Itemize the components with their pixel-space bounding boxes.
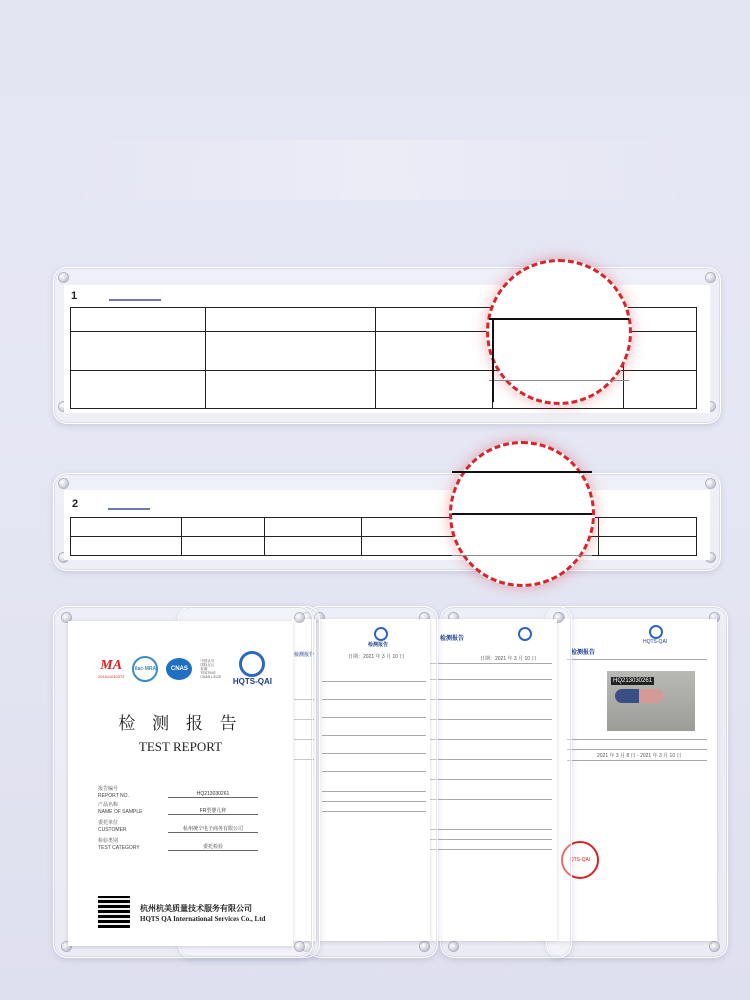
screw-icon	[706, 479, 715, 488]
background-band	[60, 140, 700, 200]
ilac-mra-logo: ilac-MRA	[132, 656, 158, 682]
cnas-text: 中国认可 国际互认 检测 TESTING CNAS L3125	[200, 658, 221, 679]
test-date: 2021 年 3 月 8 日 - 2021 年 3 月 10 日	[597, 753, 682, 759]
field-label: CUSTOMER	[98, 827, 127, 833]
company-stamp: QTS-QAI	[561, 841, 599, 879]
report-header: 检测报告	[440, 636, 465, 642]
field-label: 检验类别	[98, 838, 119, 844]
screw-icon	[295, 942, 304, 951]
screw-icon	[295, 613, 304, 622]
report-page-4	[420, 619, 557, 941]
field-label: 产品名称	[98, 802, 119, 808]
report-header: 检测报告	[368, 642, 389, 648]
report-date: 日期：2021 年 3 月 10 日	[348, 654, 405, 660]
sample-photo	[607, 671, 695, 731]
section-heading-rule	[109, 299, 161, 301]
field-label: REPORT NO.	[98, 793, 129, 799]
report-title-en: TEST REPORT	[138, 739, 223, 754]
section-number: 1	[71, 290, 78, 302]
cma-logo: MA 201611010373	[98, 658, 125, 679]
hqts-logo-icon	[239, 651, 265, 677]
cnas-logo: CNAS	[166, 658, 192, 680]
screw-icon	[420, 942, 429, 951]
hqts-logo-icon	[649, 625, 663, 639]
screw-icon	[710, 942, 719, 951]
hqts-logo-icon	[374, 627, 388, 641]
field-label: 报告编号	[98, 786, 119, 792]
certification-logos	[98, 651, 272, 686]
photo-label: HQ213030261	[613, 678, 653, 684]
company-name-cn: 杭州杭美质量技术服务有限公司	[140, 904, 252, 913]
magnifier-circle	[449, 441, 595, 587]
acrylic-panel-2	[53, 473, 721, 571]
hqts-logo-icon	[518, 627, 532, 641]
screw-icon	[59, 479, 68, 488]
company-name-en: HQTS QA International Services Co., Ltd	[140, 915, 266, 923]
report-page-3	[318, 619, 430, 941]
data-table-2	[70, 517, 697, 556]
field-label: TEST CATEGORY	[98, 845, 140, 851]
report-number-value: HQ213030261	[168, 791, 258, 798]
report-title-cn: 检 测 报 告	[118, 714, 243, 733]
screw-icon	[706, 273, 715, 282]
field-label: NAME OF SAMPLE	[98, 809, 143, 815]
field-label: 委托单位	[98, 820, 119, 826]
screw-icon	[59, 273, 68, 282]
hqts-logo: HQTS-QAI	[233, 651, 272, 686]
report-date: 日期：2021 年 3 月 10 日	[480, 656, 537, 662]
table-sheet-2	[64, 490, 710, 560]
magnifier-circle	[486, 259, 632, 405]
hqts-logo-text: HQTS-QAI	[643, 639, 668, 645]
report-header: 检测报告	[294, 652, 315, 658]
report-header: 检测报告	[571, 650, 596, 656]
customer-value: 杭州统辛电子商务有限公司	[168, 825, 258, 833]
cma-mark-icon: MA	[100, 658, 123, 673]
test-category-value: 委托检验	[168, 843, 258, 851]
section-heading-rule	[108, 508, 150, 510]
sample-name-value: FR型婴儿秤	[168, 807, 258, 815]
report-page-5	[557, 619, 717, 941]
qr-code-icon	[98, 896, 130, 928]
section-number: 2	[72, 498, 79, 510]
device-image	[615, 689, 663, 703]
report-cover-page	[68, 621, 293, 946]
screw-icon	[449, 942, 458, 951]
